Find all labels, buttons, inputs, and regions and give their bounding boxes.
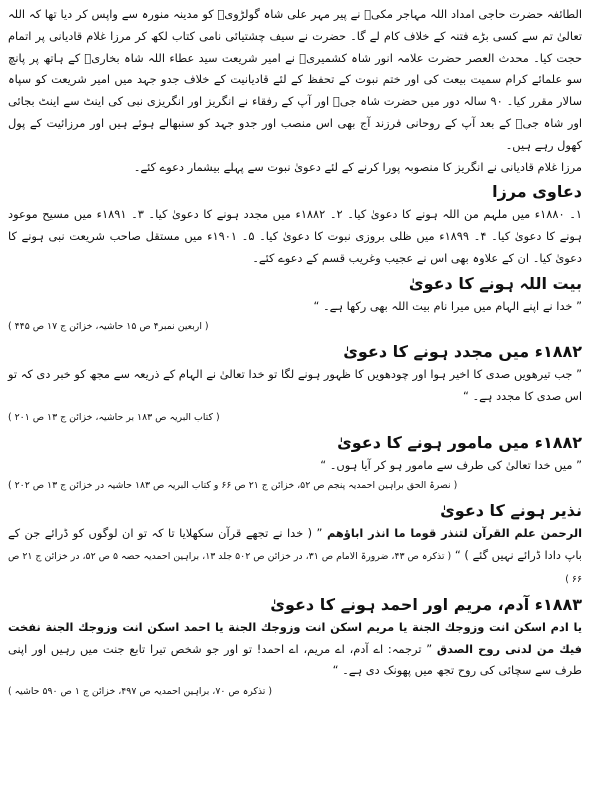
section-heading-mujaddid: ۱۸۸۲ء میں مجدد ہونے کا دعویٰ	[343, 342, 582, 362]
quote-adam	[8, 617, 582, 682]
translation-nazeer: ” ( خدا نے تجھے قرآن سکھلایا تا کہ تو ان لوگوں کو ڈرائے جن کے باپ دادا ڈرائے نہیں گئے ) “	[8, 526, 582, 563]
intro-summary: مرزا غلام قادیانی نے انگریز کا منصوبہ پورا کرنے کے لئے دعویٰ نبوت سے پہلے بیشمار دعوے کئے۔	[133, 159, 582, 174]
section-heading-nazeer: نذیر ہونے کا دعویٰ	[440, 501, 582, 521]
quote-baitullah: ” خدا نے اپنے الہام میں میرا نام بیت اللہ بھی رکھا ہے۔ “	[313, 298, 582, 313]
section-heading-adam: ۱۸۸۳ء آدم، مریم اور احمد ہونے کا دعویٰ	[270, 594, 582, 614]
arabic-quote-nazeer: الرحمن علم القرآن لتنذر قوما ما انذر اباؤهم	[326, 526, 583, 541]
intro-paragraph: الطائفہ حضرت حاجی امداد اللہ مہاجر مکیؒ نے پیر مہر علی شاہ گولڑویؒ کو مدینہ منورہ سے واپس کر دیا تھا کہ اللہ تعالیٰ تم سے کسی بڑے فتنہ کے خلاف کام لے گا۔ حضرت نے سیف چشتیائی نامی کتاب لکھ کر مرزا غلام قادیانی پر اتمام حجت کیا۔ محدث العصر حضرت علامہ انور شاہ کشمیریؒ نے امیر شریعت سید عطاء اللہ شاہ بخاریؒ کے ہاتھ پر پانچ سو علمائے کرام سمیت بیعت کی اور ختم نبوت کے تحفظ کے لئے قادیانیت کے خلاف جدو جہد میں امیر شریعت کو سپاہ سالار مقرر کیا۔ ۹۰ سالہ دور میں حضرت شاہ جیؒ اور آپ کے رفقاء نے انگریز اور انگریزی نبی کی اینٹ سے اینٹ بجائی اور شاہ جیؒ کے بعد آپ کے روحانی فرزند آج بھی اس منصب اور جدو جہد کو سنبھالے ہوئے ہیں اور مرزائیت کے پول کھول رہے ہیں۔	[8, 7, 583, 152]
citation-mamoor: ( نصرۃ الحق براہین احمدیہ پنجم ص ۵۲، خزائن ج ۲۱ ص ۶۶ و کتاب البریہ ص ۱۸۳ حاشیہ در خزائن ج ۱۳ ص ۲۰۲ )	[8, 480, 458, 492]
citation-mujaddid: ( کتاب البریہ ص ۱۸۳ بر حاشیہ، خزائن ج ۱۳ ص ۲۰۱ )	[8, 411, 220, 423]
arabic-quote-adam: یا ادم اسکن انت وزوجك الجنة یا مریم اسکن انت وزوجك الجنة یا احمد اسکن انت وزوجك الجنة نفخت فيك من لدنی روح الصدق	[8, 619, 582, 656]
claims-heading: دعاوی مرزا	[492, 182, 582, 202]
citation-adam: ( تذکرہ ص ۷۰، براہین احمدیہ ص ۴۹۷، خزائن ج ۱ ص ۵۹۰ حاشیہ )	[8, 686, 273, 698]
section-heading-baitullah: بیت اللہ ہونے کا دعویٰ	[408, 273, 582, 293]
quote-mamoor: ” میں خدا تعالیٰ کی طرف سے مامور ہو کر آیا ہوں۔ “	[320, 457, 582, 472]
translation-adam: ” ترجمہ: اے آدم، اے مریم، اے احمد! تو اور جو شخص تیرا تابع جنت میں رہیں اور اپنی طرف سے سچائی کی روح تجھ میں پھونک دی ہے۔ “	[8, 641, 582, 678]
citation-baitullah: ( اربعین نمبر۴ ص ۱۵ حاشیہ، خزائن ج ۱۷ ص ۴۴۵ )	[8, 321, 209, 333]
quote-mujaddid: ” جب تیرھویں صدی کا اخیر ہوا اور چودھویں کا ظہور ہونے لگا تو خدا تعالیٰ نے الہام کے ذریعہ سے مجھ کو خبر دی کہ تو اس صدی کا مجدد ہے۔ “	[8, 367, 582, 404]
claims-list: ۱۔ ۱۸۸۰ء میں ملہم من اللہ ہونے کا دعویٰ کیا۔ ۲۔ ۱۸۸۲ء میں مجدد ہونے کا دعویٰ کیا۔ ۳۔ ۱۸۹۱ء میں مسیح موعود ہونے کا دعویٰ کیا۔ ۴۔ ۱۸۹۹ء میں ظلی بروزی نبوت کا دعویٰ کیا۔ ۵۔ ۱۹۰۱ء میں مستقل صاحب شریعت نبی ہونے کا دعویٰ کیا۔ ان کے علاوہ بھی اس نے عجیب وغریب قسم کے دعوے کئے۔	[8, 207, 583, 265]
quote-nazeer	[8, 523, 582, 590]
section-heading-mamoor: ۱۸۸۲ء میں مامور ہونے کا دعویٰ	[337, 432, 582, 452]
citation-nazeer: ( تذکرہ ص ۴۳، ضرورۃ الامام ص ۳۱، در خزائن ص ۵۰۲ جلد ۱۳، براہین احمدیہ حصہ ۵ ص ۵۲، در خزائن ج ۲۱ ص ۶۶ )	[8, 551, 582, 585]
